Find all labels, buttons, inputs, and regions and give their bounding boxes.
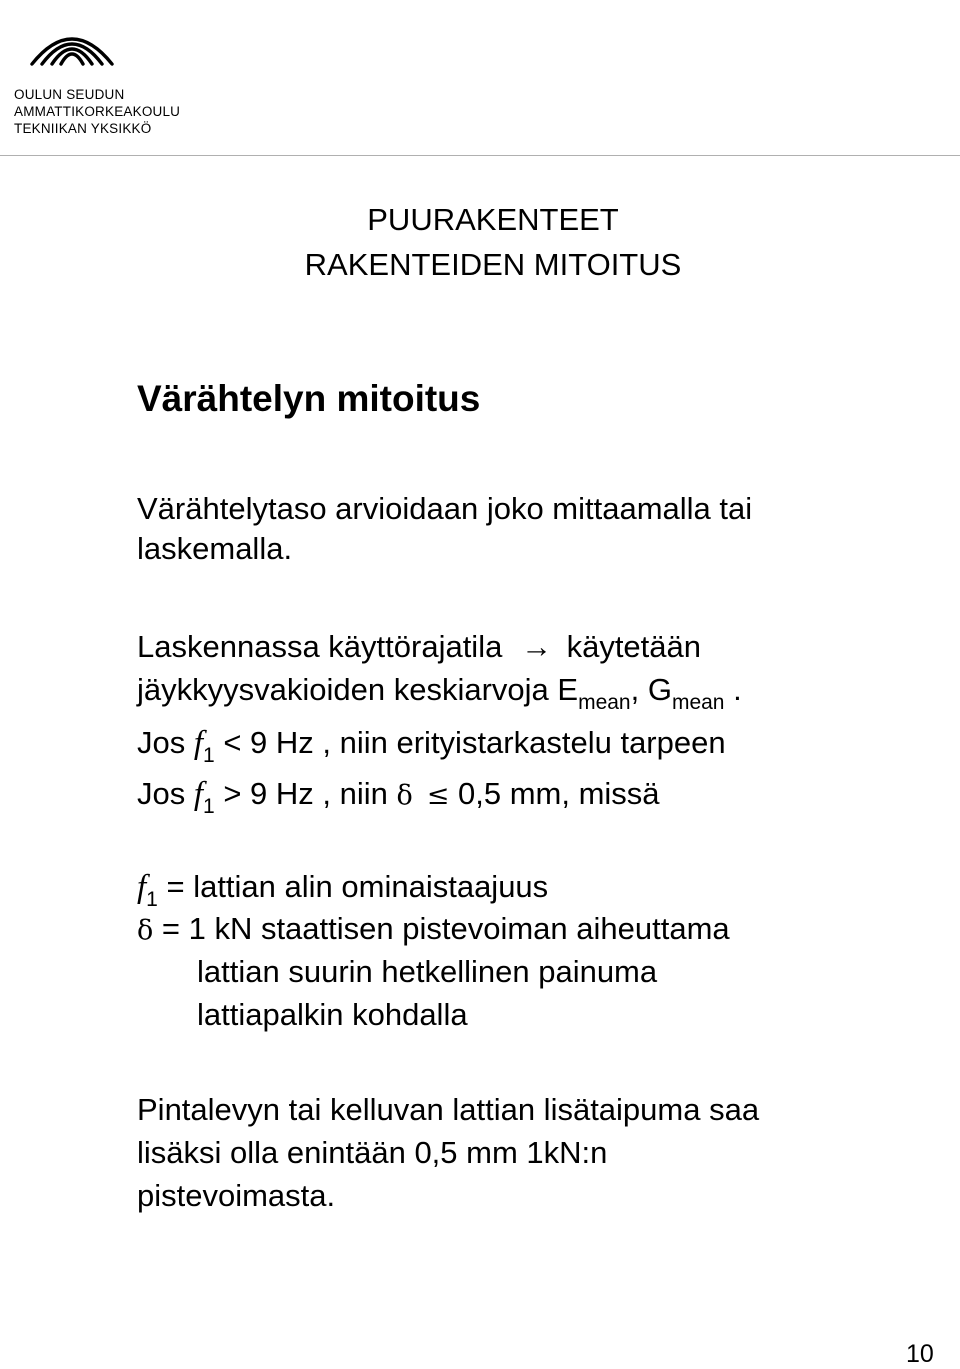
course-subtitle: RAKENTEIDEN MITOITUS	[304, 247, 682, 282]
symbol-f: f	[137, 869, 147, 905]
arched-lines-logo-icon	[22, 18, 122, 70]
definition-text: = lattian alin ominaistaajuus	[157, 869, 549, 904]
symbol-leq: ≤	[426, 780, 450, 811]
header-divider	[0, 155, 960, 156]
condition-line	[137, 775, 660, 817]
symbol-delta: δ	[396, 780, 413, 811]
note-line: Pintalevyn tai kelluvan lattian lisätaipuma saa	[137, 1092, 760, 1127]
condition-text: < 9 Hz , niin erityistarkastelu tarpeen	[214, 725, 726, 760]
subscript: 1	[146, 888, 158, 911]
note-line: pistevoimasta.	[137, 1178, 336, 1213]
arrow-right-icon: →	[520, 629, 552, 664]
org-name-line: AMMATTIKORKEAKOULU	[14, 104, 181, 119]
definition-line	[137, 910, 730, 950]
subscript: 1	[203, 744, 215, 767]
page-number: 10	[906, 1340, 934, 1368]
note-line: lisäksi olla enintään 0,5 mm 1kN:n	[137, 1135, 608, 1170]
definition-line	[137, 868, 548, 910]
calc-text-line	[137, 628, 701, 666]
condition-text: 0,5 mm, missä	[449, 776, 660, 811]
slide-title: Värähtelyn mitoitus	[137, 378, 481, 419]
org-logo	[14, 18, 181, 138]
definition-line: lattian suurin hetkellinen painuma	[197, 954, 658, 989]
symbol-delta: δ	[137, 915, 154, 946]
condition-prefix: Jos	[137, 725, 194, 760]
separator: , G	[630, 672, 672, 707]
course-title: PUURAKENTEET	[367, 202, 619, 237]
calc-text: käytetään	[566, 629, 702, 664]
intro-text-line: Värähtelytaso arvioidaan joko mittaamalla tai	[137, 491, 753, 526]
subscript: mean	[671, 691, 725, 714]
org-unit-line: TEKNIIKAN YKSIKKÖ	[14, 121, 152, 136]
definition-line: lattiapalkin kohdalla	[197, 997, 468, 1032]
calc-text: jäykkyysvakioiden keskiarvoja E	[137, 672, 579, 707]
org-name-line: OULUN SEUDUN	[14, 87, 125, 102]
calc-text: Laskennassa käyttörajatila	[137, 629, 503, 664]
period: .	[724, 672, 742, 707]
definition-text: = 1 kN staattisen pistevoiman aiheuttama	[153, 911, 730, 946]
calc-text-line	[137, 671, 742, 713]
subscript: 1	[203, 795, 215, 818]
condition-text: > 9 Hz , niin	[214, 776, 397, 811]
subscript: mean	[578, 691, 631, 714]
symbol-f: f	[193, 725, 204, 761]
condition-prefix: Jos	[137, 776, 194, 811]
symbol-f: f	[193, 776, 204, 812]
intro-text-line: laskemalla.	[137, 531, 293, 566]
condition-line	[137, 724, 726, 766]
